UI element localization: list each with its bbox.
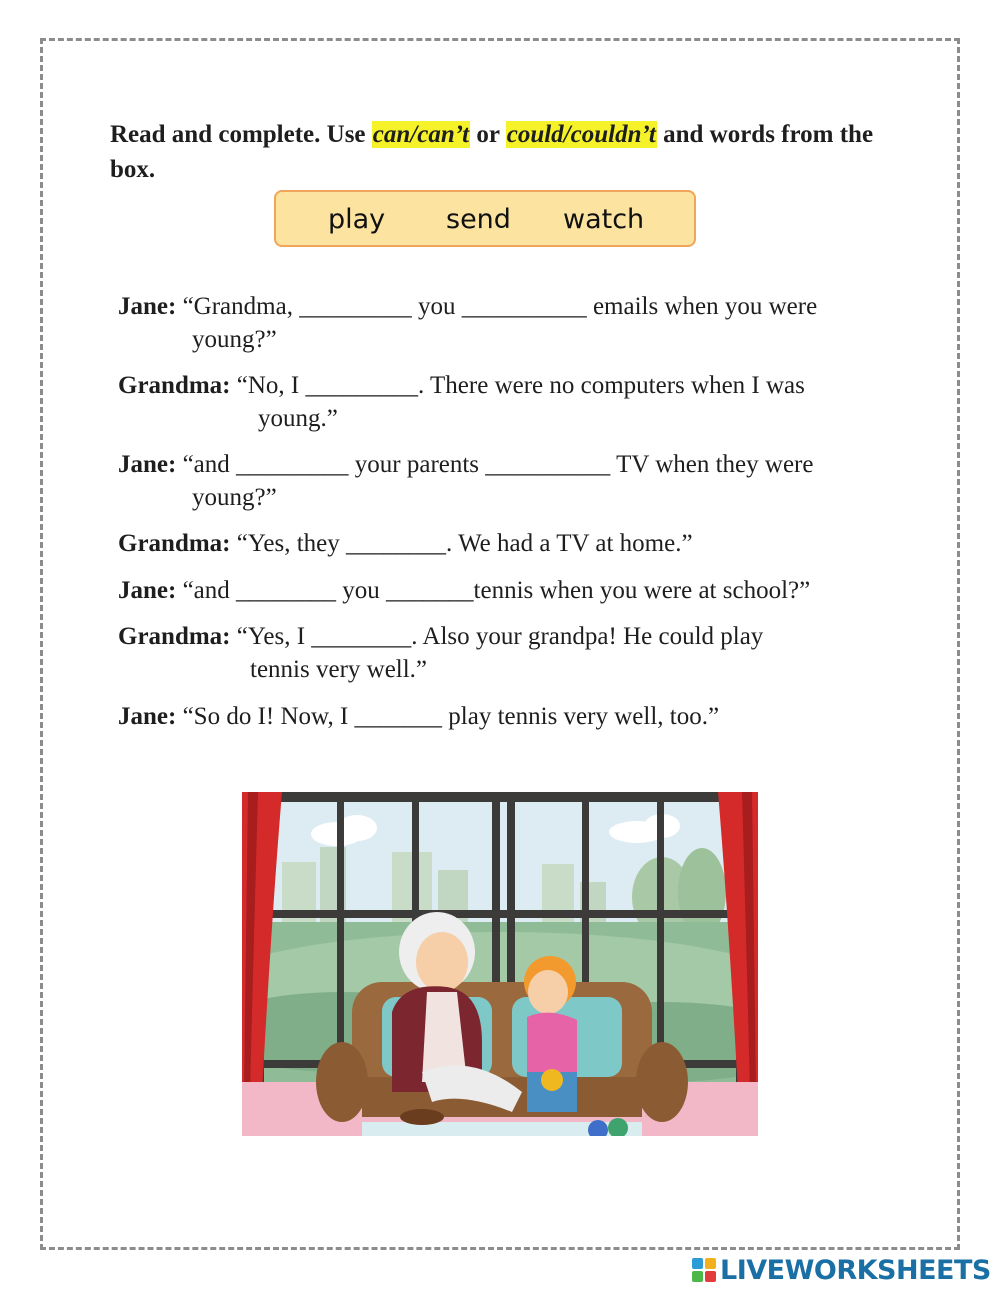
speaker-label: Grandma: <box>118 623 231 650</box>
dialog-line-7 <box>118 700 719 733</box>
dialog-text: “and _________ your parents __________ TV when they were <box>176 451 814 478</box>
speaker-label: Grandma: <box>118 530 231 557</box>
word-box <box>274 190 696 247</box>
logo-squares-icon <box>692 1258 716 1282</box>
instruction-part-3: and words from the box. <box>110 121 874 183</box>
dialog-text: “So do I! Now, I _______ play tennis very well, too.” <box>176 703 720 730</box>
instruction-text <box>110 117 900 187</box>
word-send: send <box>446 204 511 235</box>
dialog-line-1 <box>118 290 817 356</box>
dialog-text: “Yes, they ________. We had a TV at home.” <box>230 530 693 557</box>
dialog-text: “Yes, I ________. Also your grandpa! He could play <box>230 623 764 650</box>
dialog-text-continued: tennis very well.” <box>250 656 428 683</box>
dialog-text-continued: young.” <box>258 405 338 432</box>
dialog-text: “and ________ you _______tennis when you were at school?” <box>176 577 811 604</box>
dialog-line-6 <box>118 620 763 686</box>
dialog-line-3 <box>118 448 813 514</box>
dialog-line-4 <box>118 527 693 560</box>
dialog-line-5 <box>118 574 810 607</box>
dialog-text: “No, I _________. There were no computers when I was <box>230 372 805 399</box>
word-play: play <box>328 204 386 235</box>
instruction-part-2: or <box>470 121 506 148</box>
speaker-label: Jane: <box>118 293 177 320</box>
instruction-part-1: Read and complete. Use <box>110 121 372 148</box>
speaker-label: Jane: <box>118 577 177 604</box>
dialog-line-2 <box>118 369 805 435</box>
logo-text: LIVEWORKSHEETS <box>720 1254 991 1286</box>
dialog-text-continued: young?” <box>192 484 277 511</box>
liveworksheets-logo <box>692 1254 991 1286</box>
word-watch: watch <box>563 204 645 235</box>
speaker-label: Jane: <box>118 703 177 730</box>
highlight-could-couldnt: could/couldn’t <box>506 121 656 148</box>
dialog-text-continued: young?” <box>192 326 277 353</box>
highlight-can-cant: can/can’t <box>372 121 470 148</box>
speaker-label: Jane: <box>118 451 177 478</box>
dialog-text: “Grandma, _________ you __________ emails when you were <box>176 293 818 320</box>
speaker-label: Grandma: <box>118 372 231 399</box>
grandma-and-girl-illustration <box>242 792 758 1136</box>
